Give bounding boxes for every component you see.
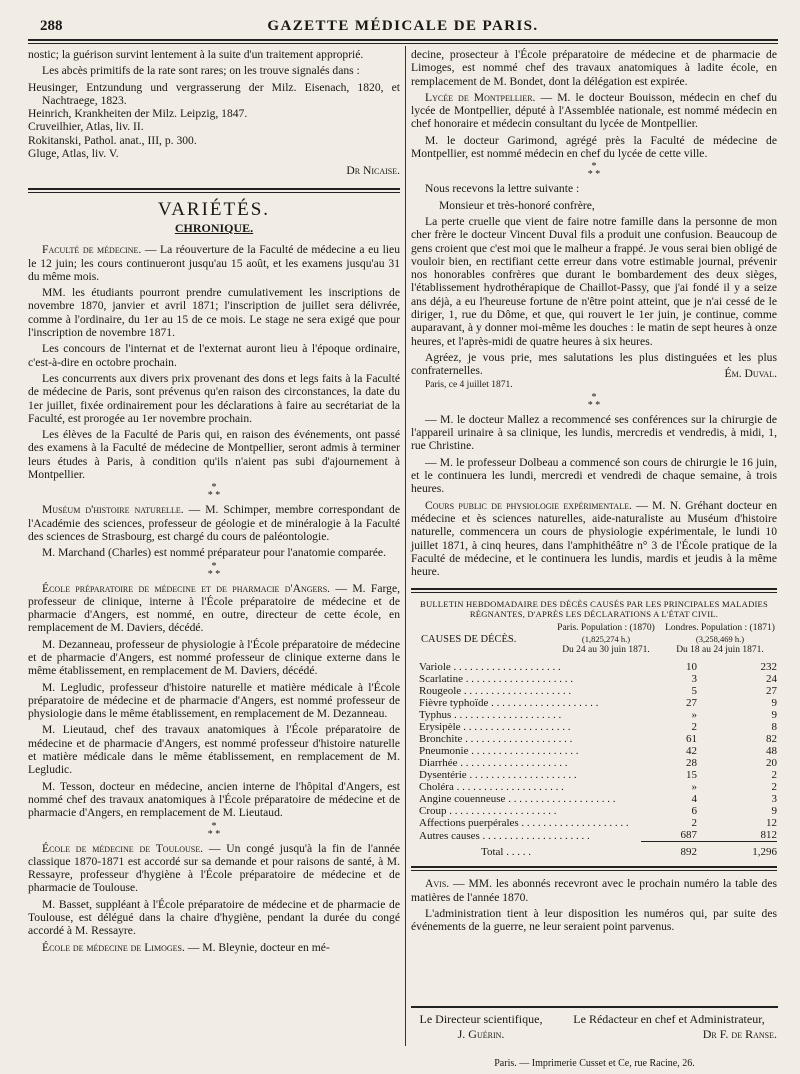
footer-director: Le Directeur scientifique, J. Guérin. <box>419 1012 543 1041</box>
letter-body-1: La perte cruelle que vient de faire notre famille dans la personne de mon cher frère le docteur Vincent Duval fils a produit une confusion. Beaucoup de gens croient que c'est moi que le malheur a frappé. Je vous serai bien obligé de vouloir bien, en rectifiant cette erreur dans votre estimable journal, prévenir nos honorables confrères que durant le bombardement des deux sièges, l'établissement hydrothérapique de Chaillot-Passy, que j'ai fondé il y a seize ans déjà, a eu l'heureuse fortune de n'être point atteint, que je n'ai cessé de le diriger, 1, rue du Dôme, et que, qui rouvert le 1er juin, je continue, comme auparavant, à y donner moi-même les douches : le matin de sept heures à onze heures, et l'après-midi de quatre heures à six heures. <box>411 214 777 348</box>
london-cell: 27 <box>766 685 777 698</box>
paris-cell: 687 <box>680 829 697 842</box>
table-row <box>411 685 777 697</box>
mallez-para: — M. le docteur Mallez a recommencé ses conférences sur la chirurgie de l'appareil urinaire à sa clinique, les lundis, mercredis et vendredis, à midi, 1, rue Christine. <box>411 412 777 453</box>
cause-cell: Pneumonie . . . . . . . . . . . . . . . . . . . . <box>419 745 579 758</box>
paris-cell: » <box>691 709 697 722</box>
paris-cell: 6 <box>691 805 697 818</box>
london-cell: 48 <box>766 745 777 758</box>
toulouse-para-1: École de médecine de Toulouse. — Un congé jusqu'à la fin de l'année classique 1870-1871 est accordé sur sa demande et pour raisons de santé, à M. Ressayre, professeur d'hygiène à l'École préparatoire de médecine et de pharmacie de Toulouse. <box>28 841 400 895</box>
footer-rule <box>411 1006 778 1008</box>
cause-cell: Typhus . . . . . . . . . . . . . . . . . . . . <box>419 709 562 722</box>
angers-para-3: M. Legludic, professeur d'histoire naturelle et matière médicale à l'École préparatoire de médecine et de pharmacie d'Angers, est nommé professeur de physiologie dans le même établissement, en remplacement de M. Dezanneau. <box>28 680 400 721</box>
table-row <box>411 721 777 733</box>
author-signature: Dr Nicaise. <box>346 164 400 178</box>
london-header: Londres. Population : (1871) (3,258,469 h.) Du 18 au 24 juin 1871. <box>665 623 775 656</box>
asterism: * * * <box>207 820 221 840</box>
london-cell: 3 <box>771 793 777 806</box>
paris-header: Paris. Population : (1870) (1,825,274 h.) Du 24 au 30 juin 1871. <box>557 623 655 656</box>
subsection-title: CHRONIQUE. <box>174 220 254 235</box>
paris-cell: 4 <box>691 793 697 806</box>
faculte-para-4: Les concurrents aux divers prix provenant des dons et legs faits à la Faculté de médecine de Paris, sont prévenus qu'en raison des circonstances, la date du 1er juillet, fixée ordinairement pour les déclarations à faire au secrétariat de la Faculté, est prorogée au 1er novembre prochain. <box>28 371 400 425</box>
section-title: VARIÉTÉS. <box>157 198 271 220</box>
header-rule-thin <box>28 43 778 44</box>
letter-signature: Ém. Duval. <box>724 366 777 380</box>
total-london: 1,296 <box>697 842 777 859</box>
table-row <box>411 661 777 673</box>
causes-header: CAUSES DE DÉCÈS. <box>421 634 517 646</box>
page-number: 288 <box>40 18 63 34</box>
lycee-para-1: Lycée de Montpellier. — M. le docteur Bouisson, médecin en chef du lycée de Montpellier, député à l'Assemblée nationale, est nommé médecin en chef honoraire et médecin consultant du lycée de Montpellier. <box>411 90 777 131</box>
cause-cell: Fièvre typhoïde . . . . . . . . . . . . . . . . . . . . <box>419 697 599 710</box>
abces-text: Les abcès primitifs de la rate sont rares; on les trouve signalés dans : <box>42 64 360 78</box>
deaths-table <box>411 661 777 858</box>
dolbeau-para: — M. le professeur Dolbeau a commencé son cours de chirurgie le 16 juin, et le continuera les lundi, mercredi et vendredi de chaque semaine, à trois heures. <box>411 455 777 496</box>
lycee-para-2: M. le docteur Garimond, agrégé près la Faculté de médecine de Montpellier, est nommé médecin en chef du lycée de cette ville. <box>411 133 777 161</box>
section-rule <box>28 188 400 193</box>
table-row <box>411 733 777 745</box>
asterism: * * * <box>587 161 601 181</box>
table-row <box>411 745 777 757</box>
angers-heading: École préparatoire de médecine et de pharmacie d'Angers. <box>42 581 331 595</box>
london-cell: 2 <box>771 781 777 794</box>
london-cell: 2 <box>771 769 777 782</box>
table-row <box>411 781 777 793</box>
paris-cell: » <box>691 781 697 794</box>
reference-item: Heinrich, Krankheiten der Milz. Leipzig, 1847. <box>28 107 248 121</box>
limoges-heading: École de médecine de Limoges. <box>42 940 185 954</box>
cause-cell: Affections puerpérales . . . . . . . . . . . . . . . . . . . . <box>419 817 629 830</box>
table-row <box>411 697 777 709</box>
cause-cell: Variole . . . . . . . . . . . . . . . . . . . . <box>419 661 561 674</box>
paris-cell: 61 <box>686 733 697 746</box>
table-row <box>411 817 777 829</box>
london-cell: 82 <box>766 733 777 746</box>
faculte-para-1: Faculté de médecine. — La réouverture de la Faculté de médecine a eu lieu le 12 juin; les cours continueront jusqu'au 15 août, et les examens jusqu'au 31 du même mois. <box>28 243 400 283</box>
paris-cell: 15 <box>686 769 697 782</box>
journal-title: GAZETTE MÉDICALE DE PARIS. <box>267 18 539 34</box>
avis-para-2: L'administration tient à leur disposition les numéros qui, par suite des événements de la guerre, ne leur seraient point parvenus. <box>411 906 777 934</box>
angers-para-4: M. Lieutaud, chef des travaux anatomiques à l'École préparatoire de médecine et de pharmacie d'Angers, est nommé professeur d'histoire naturelle et matière médicale dans le même établissement, en remplacement de M. Legludic. <box>28 723 400 777</box>
paris-cell: 3 <box>691 673 697 686</box>
reference-item: Rokitanski, Pathol. anat., III, p. 300. <box>28 133 197 147</box>
london-cell: 24 <box>766 673 777 686</box>
table-header <box>411 623 777 661</box>
toulouse-heading: École de médecine de Toulouse. <box>42 841 204 855</box>
table-row <box>411 709 777 721</box>
cause-cell: Bronchite . . . . . . . . . . . . . . . . . . . . <box>419 733 573 746</box>
faculte-para-3: Les concours de l'internat et de l'externat auront lieu à l'époque ordinaire, c'est-à-dire en octobre prochain. <box>28 342 400 369</box>
london-cell: 20 <box>766 757 777 770</box>
column-divider <box>405 46 406 1046</box>
toulouse-para-2: M. Basset, suppléant à l'École préparatoire de médecine et de pharmacie de Toulouse, est délégué dans la chaire d'hygiène, pendant la durée du congé accordé à M. Ressayre. <box>28 897 400 938</box>
physiology-para: Cours public de physiologie expérimentale. — M. N. Gréhant docteur en médecine et ès sciences naturelles, aide-naturaliste au Muséum d'histoire naturelle, commencera un cours de physiologie expérimentale, le lundi 10 juillet 1871, à cinq heures, dans l'amphithéâtre n° 3 de l'École pratique de la Faculté de médecine, et le continuera les lundis, mardis et jeudis à la même heure. <box>411 498 778 579</box>
faculte-para-2: MM. les étudiants pourront prendre cumulativement les inscriptions de novembre 1870, janvier et avril 1871; l'inscription de juillet sera délivrée, comme à l'ordinaire, du 1er au 15 de ce mois. Le stage ne sera exigé que pour l'inscription de novembre 1871. <box>28 286 400 340</box>
table-row <box>411 805 777 817</box>
cause-cell: Choléra . . . . . . . . . . . . . . . . . . . . <box>419 781 564 794</box>
table-title: BULLETIN HEBDOMADAIRE DES DÉCÈS CAUSÉS PAR LES PRINCIPALES MALADIES RÉGNANTES, D'APRÈS LES DÉCLARATIONS A L'ÉTAT CIVIL. <box>420 599 768 620</box>
museum-para-2: M. Marchand (Charles) est nommé préparateur pour l'anatomie comparée. <box>42 546 386 560</box>
cause-cell: Autres causes . . . . . . . . . . . . . . . . . . . . <box>419 829 590 842</box>
angers-para-2: M. Dezanneau, professeur de physiologie à l'École préparatoire de médecine et de pharmacie d'Angers, est nommé professeur de clinique externe dans le même établissement, en remplacement de M. Daviers, décédé. <box>28 637 400 678</box>
museum-heading: Muséum d'histoire naturelle. <box>42 503 184 517</box>
cause-cell: Rougeole . . . . . . . . . . . . . . . . . . . . <box>419 685 572 698</box>
table-row <box>411 793 777 805</box>
letter-salutation: Monsieur et très-honoré confrère, <box>439 198 595 212</box>
limoges-para-1: École de médecine de Limoges. — M. Bleynie, docteur en mé- <box>42 940 330 954</box>
cause-cell: Angine couenneuse . . . . . . . . . . . . . . . . . . . . <box>419 793 616 806</box>
paris-cell: 42 <box>686 745 697 758</box>
table-row <box>411 673 777 685</box>
physiology-heading: Cours public de physiologie expérimentale. <box>425 498 632 512</box>
asterism: * * * <box>207 482 221 502</box>
reference-list <box>28 81 400 161</box>
faculte-para-5: Les élèves de la Faculté de Paris qui, en raison des événements, ont passé des examens à la Faculté de médecine de Montpellier, seront admis à terminer leurs études à Paris, à condition qu'ils n'aient pas subi d'ajournement à Montpellier. <box>28 428 400 482</box>
reference-item: Heusinger, Entzundung und vergrasserung der Milz. Eisenach, 1820, et Nachtraege, 1823. <box>28 80 400 107</box>
cause-cell: Scarlatine . . . . . . . . . . . . . . . . . . . . <box>419 673 573 686</box>
footer-editor: Le Rédacteur en chef et Administrateur, Dr F. de Ranse. <box>573 1012 777 1041</box>
paris-cell: 10 <box>686 661 697 674</box>
asterism: * * * <box>207 560 221 580</box>
cause-cell: Dysentérie . . . . . . . . . . . . . . . . . . . . <box>419 769 577 782</box>
total-label: Total . . . . . <box>481 846 531 859</box>
intro-text: nostic; la guérison survint lentement à la suite d'un traitement approprié. <box>28 48 364 61</box>
printer-line: Paris. — Imprimerie Cusset et Ce, rue Racine, 26. <box>494 1058 695 1069</box>
table-rule-bottom <box>411 866 777 871</box>
reference-item: Gluge, Atlas, liv. V. <box>28 147 119 161</box>
london-cell: 9 <box>771 805 777 818</box>
letter-body-2: Agréez, je vous prie, mes salutations les plus distinguées et les plus confraternelles. <box>411 350 777 378</box>
paris-cell: 5 <box>691 685 697 698</box>
lycee-heading: Lycée de Montpellier. <box>425 90 536 104</box>
avis-para-1: Avis. — MM. les abonnés recevront avec le prochain numéro la table des matières de l'année 1870. <box>411 877 777 904</box>
london-cell: 9 <box>771 697 777 710</box>
angers-para-5: M. Tesson, docteur en médecine, ancien interne de l'hôpital d'Angers, est nommé chef des travaux anatomiques à l'École préparatoire de médecine et de pharmacie d'Angers, en remplacement de M. Lieutaud. <box>28 779 400 820</box>
cause-cell: Croup . . . . . . . . . . . . . . . . . . . . <box>419 805 557 818</box>
reference-item: Cruveilhier, Atlas, liv. II. <box>28 120 144 134</box>
paris-cell: 2 <box>691 817 697 830</box>
faculte-heading: Faculté de médecine. <box>42 243 142 257</box>
letter-date: Paris, ce 4 juillet 1871. <box>425 379 513 390</box>
table-row <box>411 829 777 842</box>
paris-cell: 27 <box>686 697 697 710</box>
page-header <box>28 16 778 38</box>
london-cell: 232 <box>760 661 777 674</box>
total-paris: 892 <box>641 842 697 859</box>
asterism: * * * <box>587 391 601 411</box>
cause-cell: Erysipèle . . . . . . . . . . . . . . . . . . . . <box>419 721 571 734</box>
angers-para-1: École préparatoire de médecine et de pharmacie d'Angers. — M. Farge, professeur de clinique, interne à l'École préparatoire de médecine et de pharmacie d'Angers, est nommé, en outre, directeur de cette école, en remplacement de M. Daviers, décédé. <box>28 581 400 635</box>
footer <box>411 998 778 1069</box>
london-cell: 8 <box>771 721 777 734</box>
table-rule <box>411 588 777 593</box>
header-rule <box>28 39 778 41</box>
london-cell: 12 <box>766 817 777 830</box>
right-column <box>411 48 777 937</box>
table-row <box>411 757 777 769</box>
left-column <box>28 48 400 957</box>
avis-heading: Avis. <box>425 877 450 891</box>
total-row <box>411 842 777 859</box>
limoges-continued: decine, prosecteur à l'École préparatoire de médecine et de pharmacie de Limoges, est nommé chef des travaux anatomiques à ladite école, en remplacement de M. Bondet, dont la délégation est expirée. <box>411 48 777 88</box>
letter-intro: Nous recevons la lettre suivante : <box>425 182 580 196</box>
paris-cell: 28 <box>686 757 697 770</box>
table-row <box>411 769 777 781</box>
london-cell: 9 <box>771 709 777 722</box>
london-cell: 812 <box>760 829 777 842</box>
paris-cell: 2 <box>691 721 697 734</box>
museum-para-1: Muséum d'histoire naturelle. — M. Schimper, membre correspondant de l'Académie des sciences, professeur de géologie et de minéralogie à la Faculté des sciences de Strasbourg, est chargé du cours de paléontologie. <box>28 503 400 543</box>
cause-cell: Diarrhée . . . . . . . . . . . . . . . . . . . . <box>419 757 568 770</box>
